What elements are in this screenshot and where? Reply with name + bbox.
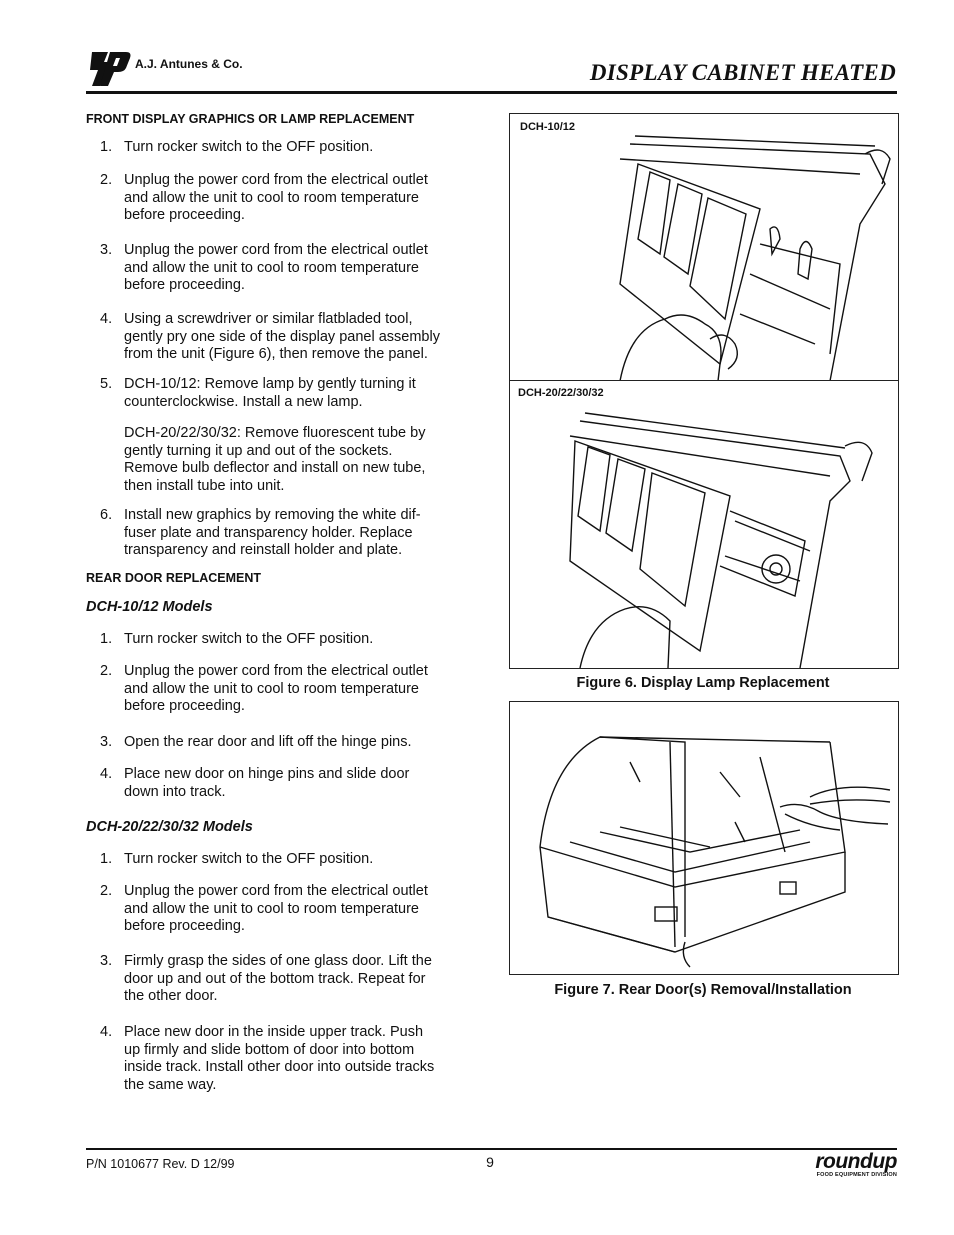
step-line: down into track. <box>124 783 226 800</box>
step-line: Open the rear door and lift off the hinge pins. <box>124 734 412 750</box>
step-number: 2. <box>100 172 113 188</box>
step-line: and allow the unit to cool to room temperature <box>124 189 419 206</box>
figure6-panel-bottom <box>509 380 899 669</box>
step-line: DCH-10/12: Remove lamp by gently turning it <box>124 376 416 392</box>
step-line: Unplug the power cord from the electrical outlet <box>124 883 428 899</box>
step-line: door up and out of the bottom track. Repeat for <box>124 970 426 987</box>
step-line: counterclockwise. Install a new lamp. <box>124 393 363 410</box>
step-line: Turn rocker switch to the OFF position. <box>124 631 374 647</box>
step-line: Unplug the power cord from the electrical outlet <box>124 172 428 188</box>
step-number: 4. <box>100 1024 113 1040</box>
step-line: and allow the unit to cool to room temperature <box>124 259 419 276</box>
footer-rule <box>86 1148 897 1150</box>
roundup-logo <box>815 1152 897 1178</box>
step-text <box>124 953 474 1006</box>
step-line: and allow the unit to cool to room temperature <box>124 680 419 697</box>
step-number: 1. <box>100 631 113 647</box>
step-line: before proceeding. <box>124 207 245 223</box>
step-number: 3. <box>100 242 113 258</box>
step-text <box>124 507 474 560</box>
step-line: up firmly and slide bottom of door into bottom <box>124 1041 415 1058</box>
step-text <box>124 883 474 936</box>
step-line: from the unit (Figure 6), then remove the panel. <box>124 346 428 362</box>
step-number: 1. <box>100 139 113 155</box>
step-number: 4. <box>100 766 113 782</box>
step-text <box>124 139 474 157</box>
step-number: 1. <box>100 851 113 867</box>
step-text <box>124 172 474 225</box>
subheading-models-a: DCH-10/12 Models <box>86 599 213 615</box>
step-line: and allow the unit to cool to room temperature <box>124 900 419 917</box>
brand-name: roundup <box>815 1150 897 1173</box>
figure6-label-bottom: DCH-20/22/30/32 <box>518 387 604 399</box>
figure6-label-top: DCH-10/12 <box>520 121 576 133</box>
step-number: 6. <box>100 507 113 523</box>
part-number: P/N 1010677 Rev. D 12/99 <box>86 1157 235 1171</box>
figure6-panel-top <box>509 113 899 382</box>
step-text <box>124 851 474 869</box>
page-number: 9 <box>486 1154 494 1170</box>
step-line: the other door. <box>124 988 218 1004</box>
step-line: Unplug the power cord from the electrical outlet <box>124 663 428 679</box>
step-line: before proceeding. <box>124 918 245 934</box>
step-line: Place new door on hinge pins and slide door <box>124 766 410 782</box>
step-line: DCH-20/22/30/32: Remove fluorescent tube by <box>124 425 426 441</box>
figure7-illustration <box>510 702 898 974</box>
subheading-models-b: DCH-20/22/30/32 Models <box>86 819 253 835</box>
step-line: the same way. <box>124 1076 217 1093</box>
step-line: Unplug the power cord from the electrical outlet <box>124 242 428 258</box>
step-number: 5. <box>100 376 113 392</box>
step-line: before proceeding. <box>124 277 245 293</box>
step-line: before proceeding. <box>124 698 245 714</box>
step-number: 4. <box>100 311 113 327</box>
section-heading-rear: REAR DOOR REPLACEMENT <box>86 571 262 585</box>
brand-subtitle: FOOD EQUIPMENT DIVISION <box>816 1172 897 1178</box>
figure6-illustration-top <box>510 114 898 381</box>
step-text <box>124 1024 474 1094</box>
figure6-caption: Figure 6. Display Lamp Replacement <box>576 675 830 691</box>
header-rule <box>86 91 897 94</box>
step-text <box>124 663 474 716</box>
section-heading-front: FRONT DISPLAY GRAPHICS OR LAMP REPLACEMENT <box>86 112 415 126</box>
document-title: DISPLAY CABINET HEATED <box>589 60 896 85</box>
step-line: Remove bulb deflector and install on new tube, <box>124 460 426 476</box>
step-line: gently turning it up and out of the sockets. <box>124 442 393 459</box>
step-text <box>124 766 474 801</box>
step-text <box>124 734 474 752</box>
step-line: Turn rocker switch to the OFF position. <box>124 139 374 155</box>
step-line: Turn rocker switch to the OFF position. <box>124 851 374 867</box>
company-name: A.J. Antunes & Co. <box>135 57 243 71</box>
step-text <box>124 311 474 364</box>
step-number: 2. <box>100 883 113 899</box>
step-line: Using a screwdriver or similar flatbladed tool, <box>124 311 413 327</box>
figure7-panel <box>509 701 899 975</box>
figure7-caption: Figure 7. Rear Door(s) Removal/Installation <box>554 982 852 998</box>
step-number: 2. <box>100 663 113 679</box>
step-line: Install new graphics by removing the white dif- <box>124 507 421 523</box>
step-text <box>124 425 474 495</box>
step-text <box>124 242 474 295</box>
step-line: fuser plate and transparency holder. Replace <box>124 524 413 541</box>
step-number: 3. <box>100 734 113 750</box>
step-line: then install tube into unit. <box>124 477 285 494</box>
step-number: 3. <box>100 953 113 969</box>
step-line: Place new door in the inside upper track. Push <box>124 1024 424 1040</box>
figure6-illustration-bottom <box>510 381 898 668</box>
step-line: Firmly grasp the sides of one glass door. Lift the <box>124 953 432 969</box>
step-text <box>124 376 474 411</box>
company-logo <box>86 48 132 88</box>
step-line: gently pry one side of the display panel assembly <box>124 328 440 345</box>
step-line: inside track. Install other door into outside tracks <box>124 1059 435 1075</box>
step-line: transparency and reinstall holder and plate. <box>124 542 403 558</box>
step-text <box>124 631 474 649</box>
